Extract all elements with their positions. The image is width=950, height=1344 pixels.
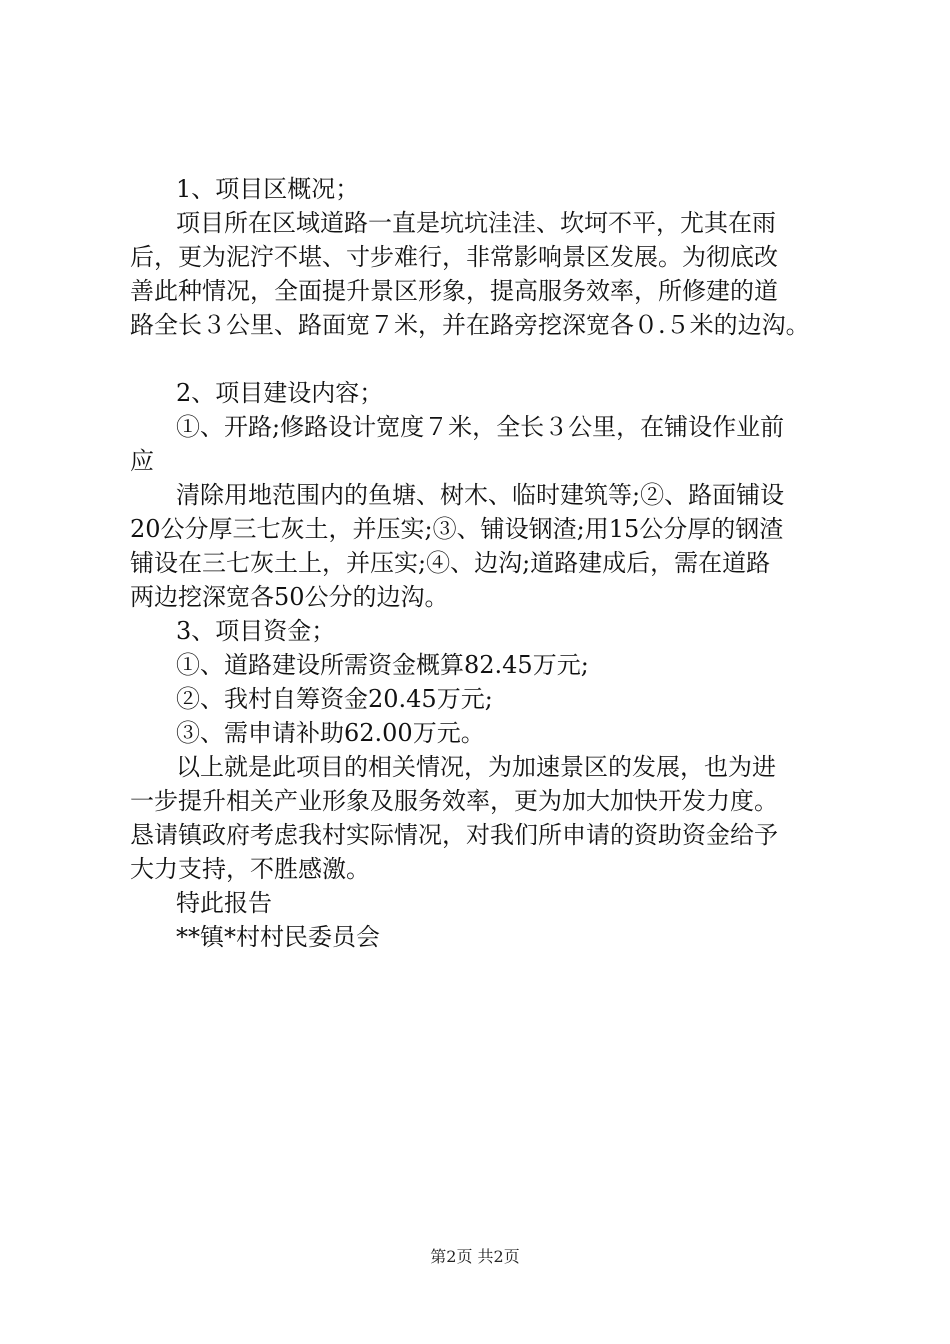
paragraph-spacer [130,342,840,376]
section2-line: 清除用地范围内的鱼塘、树木、临时建筑等;②、路面铺设 [176,481,785,509]
document-body [130,172,840,954]
section1-line: 项目所在区域道路一直是坑坑洼洼、坎坷不平，尤其在雨 [176,209,776,237]
signature: **镇*村村民委员会 [176,923,380,951]
section2-line: ①、开路;修路设计宽度７米，全长３公里，在铺设作业前 [176,413,785,441]
closing-line: 大力支持，不胜感激。 [130,855,370,883]
section1-line: 后，更为泥泞不堪、寸步难行，非常影响景区发展。为彻底改 [130,243,778,271]
section1-heading: 1、项目区概况； [176,175,360,203]
section1-line: 善此种情况，全面提升景区形象，提高服务效率，所修建的道 [130,277,778,305]
section3-heading: 3、项目资金； [176,617,336,645]
funding-item: ②、我村自筹资金20.45万元; [176,685,493,713]
section2-line: 铺设在三七灰土上，并压实;④、边沟;道路建成后，需在道路 [130,549,771,577]
report-phrase: 特此报告 [176,889,272,917]
funding-item: ①、道路建设所需资金概算82.45万元; [176,651,589,679]
closing-line: 一步提升相关产业形象及服务效率，更为加大加快开发力度。 [130,787,778,815]
section2-line: 两边挖深宽各50公分的边沟。 [130,583,449,611]
section2-line: 应 [130,447,154,475]
section2-heading: 2、项目建设内容； [176,379,384,407]
page-number-footer: 第2页 共2页 [430,1247,520,1266]
closing-line: 以上就是此项目的相关情况，为加速景区的发展，也为进 [176,753,776,781]
section1-line: 路全长３公里、路面宽７米，并在路旁挖深宽各０.５米的边沟。 [130,311,810,339]
funding-item: ③、需申请补助62.00万元。 [176,719,485,747]
closing-line: 恳请镇政府考虑我村实际情况，对我们所申请的资助资金给予 [130,821,778,849]
section2-line: 20公分厚三七灰土，并压实;③、铺设钢渣;用15公分厚的钢渣 [130,515,784,543]
